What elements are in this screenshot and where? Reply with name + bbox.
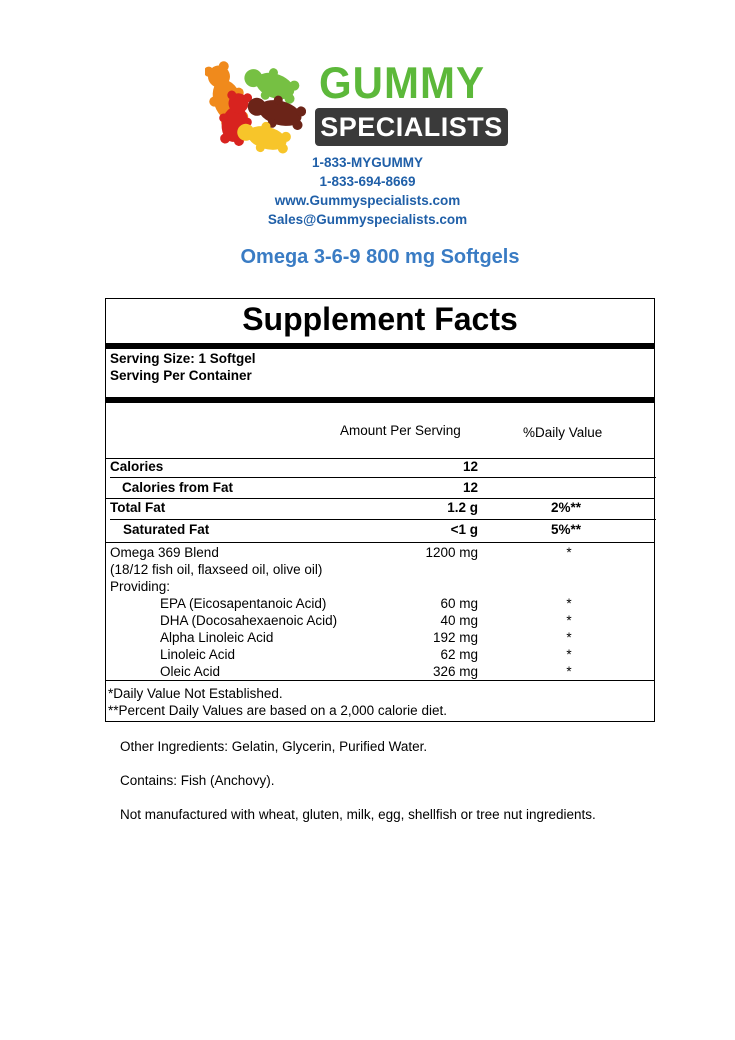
divider	[106, 397, 654, 403]
blend-dv: *	[566, 545, 572, 560]
row-amount-saturated-fat: <1 g	[450, 522, 478, 537]
divider	[106, 542, 654, 543]
gummy-bears-icon	[205, 58, 315, 154]
blend-item-dv: *	[566, 647, 572, 662]
blend-sources: (18/12 fish oil, flaxseed oil, olive oil)	[110, 562, 323, 577]
supplement-facts-panel	[105, 298, 655, 722]
manufacturing-statement: Not manufactured with wheat, gluten, milk, egg, shellfish or tree nut ingredients.	[120, 807, 596, 822]
blend-item-amount: 40 mg	[440, 613, 478, 628]
phone-vanity[interactable]: 1-833-MYGUMMY	[311, 155, 424, 170]
servings-per-container: Serving Per Container	[110, 368, 252, 383]
product-title: Omega 3-6-9 800 mg Softgels	[240, 246, 520, 268]
blend-item-label: DHA (Docosahexaenoic Acid)	[160, 613, 338, 628]
divider	[110, 519, 656, 520]
row-amount-calories-from-fat: 12	[462, 480, 478, 495]
blend-item-label: EPA (Eicosapentanoic Acid)	[160, 596, 327, 611]
row-label-calories-from-fat: Calories from Fat	[122, 480, 234, 495]
brand-name-box	[315, 108, 508, 146]
footnote-percent-dv: **Percent Daily Values are based on a 2,000 calorie diet.	[108, 703, 447, 718]
blend-item-amount: 192 mg	[432, 630, 478, 645]
divider	[106, 498, 654, 499]
website-link[interactable]: www.Gummyspecialists.com	[274, 193, 461, 208]
row-amount-calories: 12	[462, 459, 478, 474]
blend-item-dv: *	[566, 596, 572, 611]
row-label-calories: Calories	[110, 459, 164, 474]
serving-size: Serving Size: 1 Softgel	[110, 351, 256, 366]
blend-item-label: Oleic Acid	[160, 664, 221, 679]
brand-name-line1: GUMMY	[319, 57, 485, 108]
row-label-total-fat: Total Fat	[110, 500, 166, 515]
blend-item-amount: 60 mg	[440, 596, 478, 611]
other-ingredients: Other Ingredients: Gelatin, Glycerin, Purified Water.	[120, 739, 428, 754]
email-link[interactable]: Sales@Gummyspecialists.com	[267, 212, 468, 227]
amount-header: Amount Per Serving	[340, 423, 461, 438]
row-label-saturated-fat: Saturated Fat	[123, 522, 210, 537]
blend-item-dv: *	[566, 630, 572, 645]
blend-item-amount: 62 mg	[440, 647, 478, 662]
footnote-dv-not-established: *Daily Value Not Established.	[108, 686, 283, 701]
phone-number[interactable]: 1-833-694-8669	[319, 174, 416, 189]
blend-label: Omega 369 Blend	[110, 545, 219, 560]
row-dv-total-fat: 2%**	[550, 500, 582, 515]
blend-item-label: Alpha Linoleic Acid	[160, 630, 274, 645]
daily-value-header: %Daily Value	[523, 425, 603, 440]
blend-item-dv: *	[566, 664, 572, 679]
row-dv-saturated-fat: 5%**	[550, 522, 582, 537]
brand-logo	[205, 58, 515, 154]
divider	[106, 343, 654, 349]
row-amount-total-fat: 1.2 g	[447, 500, 478, 515]
blend-item-amount: 326 mg	[432, 664, 478, 679]
divider	[106, 680, 654, 681]
brand-name-line2: SPECIALISTS	[320, 112, 503, 142]
blend-providing: Providing:	[110, 579, 171, 594]
blend-item-label: Linoleic Acid	[160, 647, 236, 662]
supplement-facts-title: Supplement Facts	[242, 301, 518, 337]
divider	[106, 458, 654, 459]
contains-allergen: Contains: Fish (Anchovy).	[120, 773, 275, 788]
blend-amount: 1200 mg	[425, 545, 478, 560]
divider	[110, 477, 656, 478]
blend-item-dv: *	[566, 613, 572, 628]
